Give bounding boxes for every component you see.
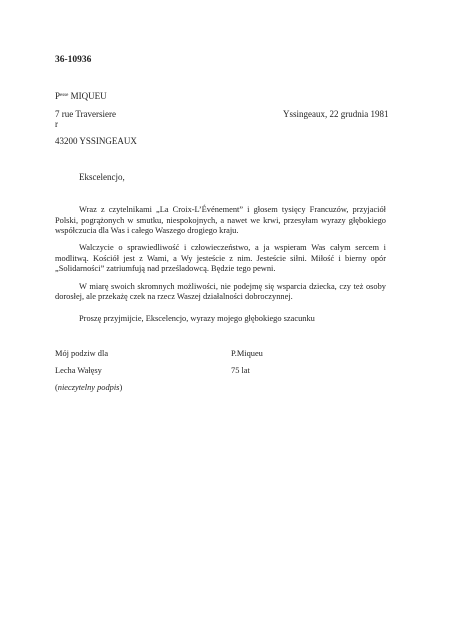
- signature-right-age: 75 lat: [231, 366, 250, 375]
- signature-note: (nieczytelny podpis): [55, 383, 123, 392]
- illegible-signature-note: nieczytelny podpis: [57, 383, 120, 392]
- address-city: 43200 YSSINGEAUX: [55, 136, 137, 146]
- reference-number: 36-10936: [55, 55, 92, 65]
- letter-body: [55, 205, 386, 309]
- paragraph-2: Walczycie o sprawiedliwość i człowieczeństwo, a ja wspieram Was całym sercem i modlitwą. Kościół jest z Wami, a Wy jesteście z nim. Jesteście siłni. Miłość i bierny opór „Solidarności” zatriumfują nad prześladowcą. Będzie tego pewni.: [55, 243, 386, 274]
- signature-right-name: P.Miqueu: [231, 349, 263, 358]
- sender-name: [55, 91, 107, 101]
- greeting: Ekscelencjo,: [79, 172, 125, 182]
- signature-left-line-1: Mój podziw dla: [55, 349, 109, 358]
- signature-left-line-2: Lecha Wałęsy: [55, 366, 102, 375]
- paragraph-1: Wraz z czytelnikami „La Croix-L’Événement” i głosem tysięcy Francuzów, przyjaciół Polski, pogrążonych w smutku, niespokojnych, a nawet we krwi, przesyłam wyrazy głębokiego współczucia dla Was i całego Waszego drogiego kraju.: [55, 205, 386, 236]
- address-street: 7 rue Traversiere: [55, 109, 116, 119]
- sender-title: P: [55, 91, 61, 101]
- sender-title-superscript: esse: [60, 93, 69, 98]
- paragraph-3: W miarę swoich skromnych możliwości, nie podejmę się wsparcia dziecka, czy też osoby dorosłej, ale przekażę czek na rzecz Waszej działalności dobroczynnej.: [55, 281, 386, 302]
- place-date: Yssingeaux, 22 grudnia 1981: [283, 109, 389, 119]
- closing-line: Proszę przyjmijcie, Ekscelencjo, wyrazy mojego głębokiego szacunku: [79, 314, 315, 323]
- address-street-continuation: r: [55, 119, 58, 129]
- sender-surname: MIQUEU: [70, 91, 107, 101]
